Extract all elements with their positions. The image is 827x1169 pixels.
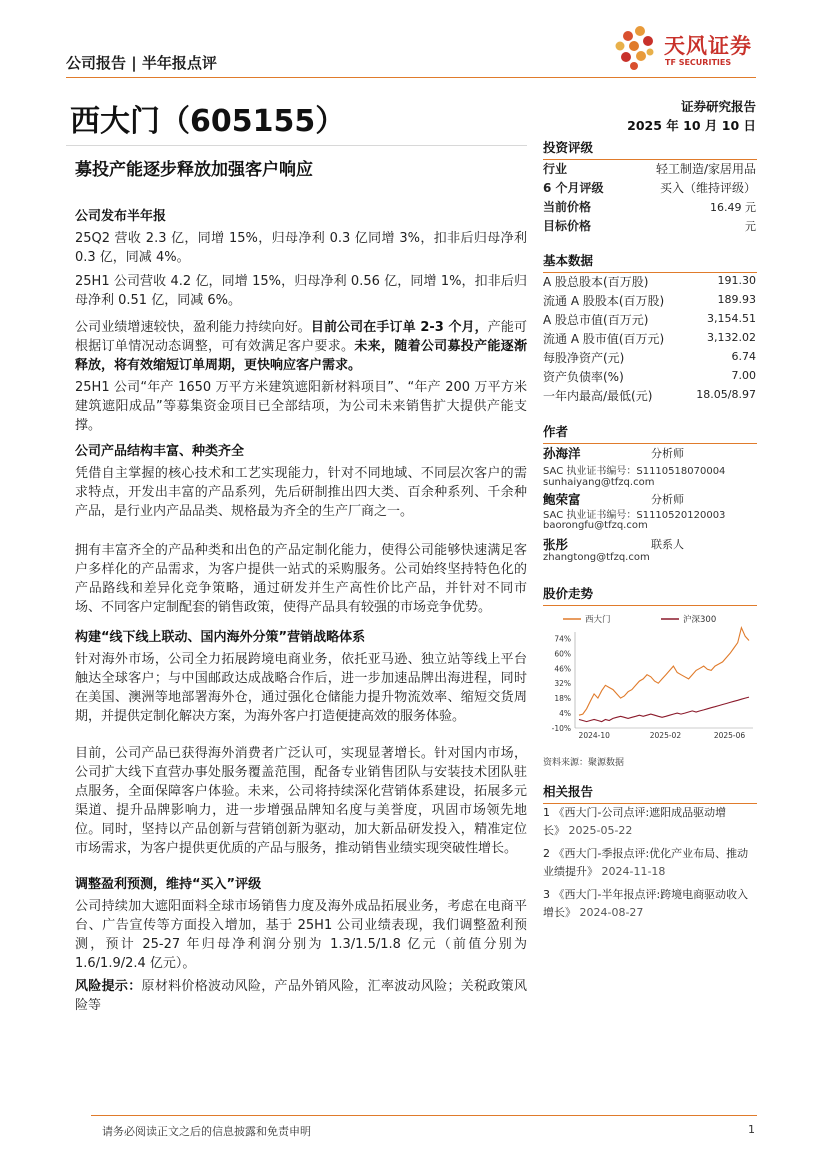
series-line bbox=[579, 697, 749, 722]
basic-value: 189.93 bbox=[717, 293, 756, 306]
title-divider bbox=[66, 145, 527, 146]
rating-label-price: 当前价格 bbox=[543, 200, 592, 214]
legend-label: 沪深300 bbox=[683, 615, 717, 625]
section-heading: 调整盈利预测，维持“买入”评级 bbox=[75, 877, 262, 892]
basic-value: 3,132.02 bbox=[707, 331, 756, 344]
y-tick-label: 4% bbox=[559, 709, 571, 719]
basic-label: A 股总股本(百万股) bbox=[543, 275, 649, 289]
related-report-num: 3 bbox=[543, 888, 550, 901]
basic-value: 3,154.51 bbox=[707, 312, 756, 325]
x-tick-label: 2024-10 bbox=[578, 731, 610, 740]
paragraph: 公司持续加大遮阳面料全球市场销售力度及海外成品拓展业务，考虑在电商平台、广告宣传等方面投入增加，基于 25H1 公司业绩表现，我们调整盈利预测，预计 25-27 年归母净利润分别为 1.3/1.5/1.8 亿元（前值分别为 1.6/1.9/2.4 亿元）。 bbox=[75, 899, 527, 971]
section-heading: 公司发布半年报 bbox=[75, 209, 167, 224]
rating-value-6m: 买入（维持评级） bbox=[659, 181, 756, 195]
basic-section-title: 基本数据 bbox=[543, 251, 757, 273]
stock-price-chart bbox=[543, 610, 757, 750]
author-role: 分析师 bbox=[651, 447, 684, 460]
related-report-title: 《西大门-公司点评:遮阳成品驱动增长》 bbox=[543, 806, 727, 837]
author-email[interactable]: baorongfu@tfzq.com bbox=[543, 520, 648, 531]
related-report-title: 《西大门-半年报点评:跨境电商驱动收入增长》 bbox=[543, 888, 749, 919]
related-report-num: 1 bbox=[543, 806, 550, 819]
rating-label-industry: 行业 bbox=[543, 162, 568, 176]
basic-label: 资产负债率(%) bbox=[543, 370, 624, 384]
report-type: 公司报告 | 半年报点评 bbox=[66, 54, 217, 72]
brand-logo bbox=[612, 22, 762, 74]
author-email[interactable]: zhangtong@tfzq.com bbox=[543, 552, 650, 563]
author-name: 孙海洋 bbox=[543, 446, 581, 461]
related-report-num: 2 bbox=[543, 847, 550, 860]
y-tick-label: 74% bbox=[554, 634, 571, 644]
brand-name-en: TF SECURITIES bbox=[665, 58, 732, 67]
related-report-item[interactable] bbox=[543, 886, 757, 922]
rating-section-title: 投资评级 bbox=[543, 138, 757, 160]
risk-text: 原材料价格波动风险，产品外销风险，汇率波动风险；关税政策风险等 bbox=[75, 979, 527, 1013]
author-email[interactable]: sunhaiyang@tfzq.com bbox=[543, 477, 655, 488]
paragraph: 25Q2 营收 2.3 亿，同增 15%，归母净利 0.3 亿同增 3%，扣非后归母净利 0.3 亿，同减 4%。 bbox=[75, 231, 527, 265]
basic-label: A 股总市值(百万元) bbox=[543, 313, 649, 327]
rating-label-target: 目标价格 bbox=[543, 219, 592, 233]
related-report-item[interactable] bbox=[543, 845, 757, 881]
basic-label: 一年内最高/最低(元) bbox=[543, 389, 653, 403]
related-report-date: 2024-11-18 bbox=[601, 865, 666, 878]
basic-label: 每股净资产(元) bbox=[543, 351, 625, 365]
authors-section-title: 作者 bbox=[543, 422, 757, 444]
report-date: 2025 年 10 月 10 日 bbox=[627, 118, 756, 133]
related-report-title: 《西大门-季报点评:优化产业布局、推动业绩提升》 bbox=[543, 847, 749, 878]
y-tick-label: 60% bbox=[554, 649, 571, 659]
related-report-date: 2025-05-22 bbox=[568, 824, 633, 837]
paragraph: 25H1 公司“年产 1650 万平方米建筑遮阳新材料项目”、“年产 200 万平方米建筑遮阳成品”等募集资金项目已全部结项，为公司未来销售扩大提供产能支撑。 bbox=[75, 380, 527, 433]
author-name: 鲍荣富 bbox=[543, 492, 581, 507]
paragraph: 25H1 公司营收 4.2 亿，同增 15%，归母净利 0.56 亿，同增 1%，扣非后归母净利 0.51 亿，同减 6%。 bbox=[75, 274, 527, 308]
brand-name-cn: 天风证券 bbox=[664, 34, 752, 58]
section-heading: 公司产品结构丰富、种类齐全 bbox=[75, 444, 245, 459]
y-tick-label: 46% bbox=[554, 664, 571, 674]
basic-value: 6.74 bbox=[731, 350, 756, 363]
header-divider bbox=[66, 77, 756, 78]
author-name: 张彤 bbox=[543, 537, 569, 552]
report-kind: 证券研究报告 bbox=[680, 99, 756, 114]
page-number: 1 bbox=[748, 1123, 755, 1136]
basic-label: 流通 A 股股本(百万股) bbox=[543, 294, 665, 308]
basic-value: 191.30 bbox=[717, 274, 756, 287]
company-title: 西大门（605155） bbox=[70, 104, 346, 139]
basic-value: 7.00 bbox=[731, 369, 756, 382]
y-tick-label: 32% bbox=[554, 679, 571, 689]
paragraph bbox=[75, 318, 527, 375]
risk-warning bbox=[75, 977, 527, 1015]
author-cert: SAC 执业证书编号：S1110518070004 bbox=[543, 466, 726, 477]
x-tick-label: 2025-02 bbox=[649, 731, 682, 740]
rating-label-6m: 6 个月评级 bbox=[543, 181, 604, 195]
paragraph-emphasis: 未来，随着公司募投产能逐渐释放，将有效缩短订单周期，更快响应客户需求。 bbox=[75, 339, 527, 373]
series-line bbox=[579, 628, 749, 716]
paragraph: 目前，公司产品已获得海外消费者广泛认可，实现显著增长。针对国内市场，公司扩大线下直营办事处服务覆盖范围，配备专业销售团队与安装技术团队驻点服务，全面保障客户体验。未来，公司将持续深化营销体系建设，拓展多元渠道、提升品牌影响力，进一步增强品牌知名度与美誉度，巩固市场领先地位。同时，坚持以产品创新与营销创新为驱动，加大新品研发投入，精准定位市场需求，为客户提供更优质的产品与服务，推动销售业绩实现突破性增长。 bbox=[75, 746, 527, 856]
related-section-title: 相关报告 bbox=[543, 782, 757, 804]
flower-logo-icon bbox=[612, 24, 660, 72]
paragraph-text: 公司业绩增速较快，盈利能力持续向好。 bbox=[75, 320, 311, 335]
author-role: 分析师 bbox=[651, 493, 684, 506]
section-heading: 构建“线下线上联动、国内海外分策”营销战略体系 bbox=[75, 630, 366, 645]
basic-value: 18.05/8.97 bbox=[696, 388, 756, 401]
author-role: 联系人 bbox=[651, 538, 684, 551]
paragraph-emphasis: 目前公司在手订单 2-3 个月， bbox=[310, 320, 488, 335]
rating-value-price: 16.49 元 bbox=[710, 201, 756, 214]
paragraph: 凭借自主掌握的核心技术和工艺实现能力，针对不同地域、不同层次客户的需求特点，开发出丰富的产品系列，先后研制推出四大类、百余种系列、千余种产品，是行业内产品品类、规格最为齐全的生产厂商之一。 bbox=[75, 466, 527, 519]
basic-label: 流通 A 股市值(百万元) bbox=[543, 332, 665, 346]
paragraph: 针对海外市场，公司全力拓展跨境电商业务，依托亚马逊、独立站等线上平台触达全球客户；与中国邮政达成战略合作后，进一步加速品牌出海进程，同时在美国、澳洲等地部署海外仓，通过强化仓储能力提升物流效率、缩短交货周期，并提供定制化解决方案，为海外客户打造便捷高效的服务体验。 bbox=[75, 652, 527, 724]
chart-source: 资料来源：聚源数据 bbox=[543, 758, 625, 768]
y-tick-label: 18% bbox=[554, 694, 571, 704]
footer-disclaimer: 请务必阅读正文之后的信息披露和免责申明 bbox=[102, 1125, 311, 1138]
related-report-date: 2024-08-27 bbox=[579, 906, 644, 919]
y-tick-label: -10% bbox=[551, 724, 571, 733]
footer-divider bbox=[91, 1115, 757, 1116]
rating-value-industry: 轻工制造/家居用品 bbox=[655, 162, 756, 176]
rating-value-target: 元 bbox=[745, 220, 756, 233]
paragraph: 拥有丰富齐全的产品种类和出色的产品定制化能力，使得公司能够快速满足客户多样化的产品需求，为客户提供一站式的采购服务。公司始终坚持特色化的产品路线和差异化竞争策略，通过研发并生产高性价比产品，并针对不同市场、不同客户定制配套的销售政策，使得产品具有较强的市场竞争优势。 bbox=[75, 543, 527, 615]
author-cert: SAC 执业证书编号：S1110520120003 bbox=[543, 510, 726, 521]
legend-label: 西大门 bbox=[585, 615, 611, 625]
paragraph-text: 产能可根据订单情况动态调整，可有效满足客户要求。 bbox=[75, 320, 527, 354]
related-report-item[interactable] bbox=[543, 804, 757, 840]
chart-section-title: 股价走势 bbox=[543, 584, 757, 606]
report-headline: 募投产能逐步释放加强客户响应 bbox=[75, 160, 313, 180]
risk-label: 风险提示： bbox=[75, 979, 142, 994]
x-tick-label: 2025-06 bbox=[713, 731, 746, 740]
